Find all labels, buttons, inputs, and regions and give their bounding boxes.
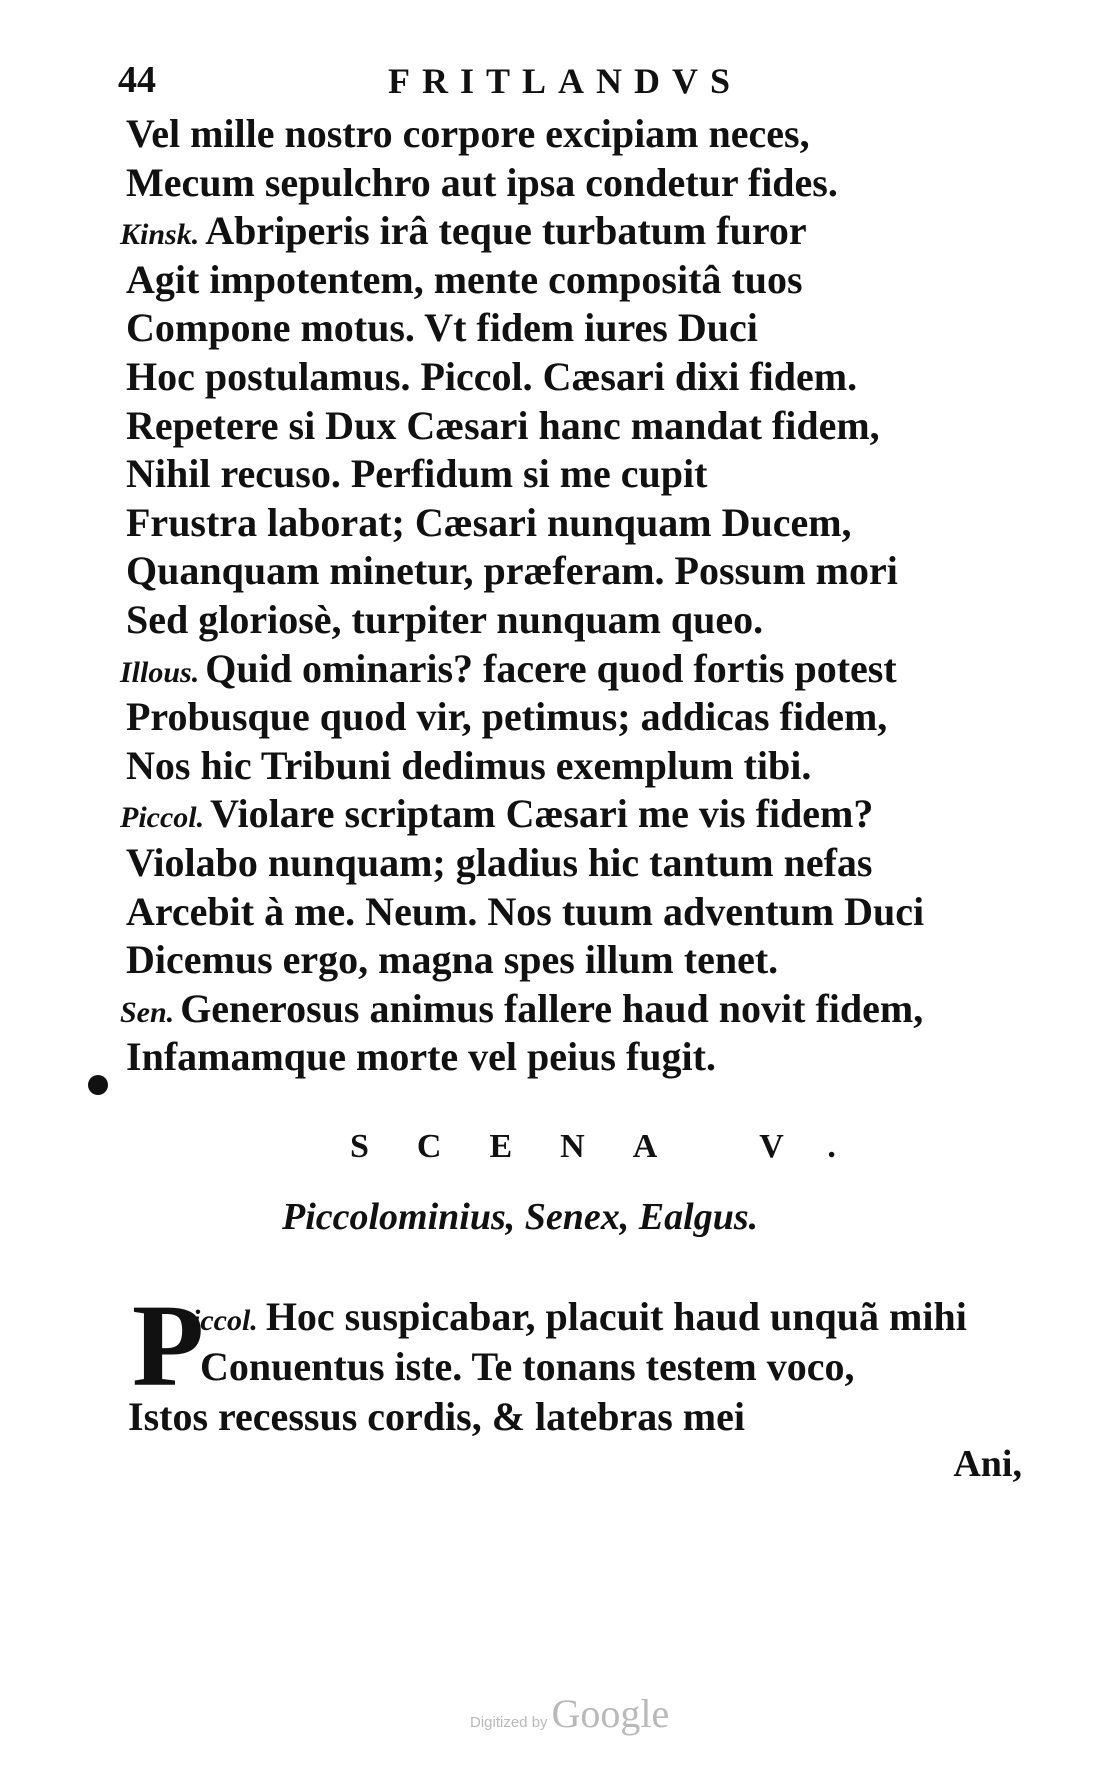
speaker-name: Illous.: [120, 655, 200, 689]
catchword: Ani,: [953, 1443, 1022, 1485]
verse-line: [120, 353, 1040, 402]
speaker-name: Sen.: [120, 995, 175, 1029]
line-text: Frustra laborat; Cæsari nunquam Ducem,: [126, 499, 852, 545]
verse-line: [120, 888, 1040, 937]
verse-line: [120, 985, 1040, 1034]
line-text: Agit impotentem, mente compositâ tuos: [126, 256, 803, 302]
verse-line: [120, 256, 1040, 305]
scene-line: [120, 1292, 1050, 1342]
verse-line: [120, 790, 1040, 839]
verse-line: [120, 450, 1040, 499]
line-text: Nihil recuso. Perfidum si me cupit: [126, 451, 708, 497]
line-text: Quanquam minetur, præferam. Possum mori: [126, 548, 898, 594]
line-text: Abriperis irâ teque turbatum furor: [205, 208, 807, 254]
scene-line: [120, 1342, 1050, 1392]
watermark-prefix: Digitized by: [470, 1714, 548, 1731]
line-text: Generosus animus fallere haud novit fidem,: [180, 985, 924, 1031]
running-head: FRITLANDVS: [388, 61, 743, 101]
verse-line: [120, 110, 1040, 159]
speaker-name: Piccol.: [120, 801, 205, 835]
line-text: Dicemus ergo, magna spes illum tenet.: [126, 937, 779, 983]
line-text: Infamamque morte vel peius fugit.: [126, 1034, 716, 1080]
scene-title: SCENA V.: [350, 1128, 884, 1165]
scene-body: [120, 1280, 1050, 1442]
watermark-logo: Google: [551, 1691, 670, 1736]
line-text: Conuentus iste. Te tonans testem voco,: [200, 1344, 855, 1389]
scene-line: [120, 1392, 1050, 1442]
line-text: Hoc suspicabar, placuit haud unquã mihi: [265, 1294, 967, 1339]
line-text: Violabo nunquam; gladius hic tantum nefas: [126, 839, 873, 885]
page-header: [118, 58, 998, 108]
verse-line: [120, 742, 1040, 791]
line-text: Quid ominaris? facere quod fortis potest: [205, 645, 897, 691]
line-text: Compone motus. Vt fidem iures Duci: [126, 305, 758, 351]
verse-line: [120, 159, 1040, 208]
line-text: Repetere si Dux Cæsari hanc mandat fidem,: [126, 402, 880, 448]
verse-line: [120, 1033, 1040, 1082]
verse-block: [120, 110, 1040, 1082]
verse-line: [120, 402, 1040, 451]
digitization-watermark: [470, 1690, 669, 1737]
verse-line: [120, 936, 1040, 985]
verse-line: [120, 645, 1040, 694]
line-text: Mecum sepulchro aut ipsa condetur fides.: [126, 159, 838, 205]
verse-line: [120, 499, 1040, 548]
ink-blot-ornament-icon: [88, 1075, 108, 1095]
line-text: Hoc postulamus. Piccol. Cæsari dixi fidem.: [126, 353, 858, 399]
line-text: Sed gloriosè, turpiter nunquam queo.: [126, 596, 764, 642]
verse-line: [120, 547, 1040, 596]
line-text: Vel mille nostro corpore excipiam neces,: [126, 111, 810, 156]
line-text: Arcebit à me. Neum. Nos tuum adventum Duci: [126, 888, 925, 934]
line-text: Probusque quod vir, petimus; addicas fidem,: [126, 694, 888, 740]
line-text: Nos hic Tribuni dedimus exemplum tibi.: [126, 742, 812, 788]
speaker-name: iccol.: [192, 1304, 258, 1337]
verse-line: [120, 693, 1040, 742]
verse-line: [120, 304, 1040, 353]
verse-line: [120, 596, 1040, 645]
line-text: Istos recessus cordis, & latebras mei: [128, 1394, 745, 1439]
verse-line: [120, 207, 1040, 256]
drop-cap: P: [132, 1280, 205, 1411]
line-text: Violare scriptam Cæsari me vis fidem?: [210, 791, 874, 837]
speaker-name: Kinsk.: [120, 218, 200, 252]
page-number: 44: [118, 59, 156, 101]
scene-characters: Piccolominius, Senex, Ealgus.: [282, 1196, 759, 1238]
verse-line: [120, 839, 1040, 888]
